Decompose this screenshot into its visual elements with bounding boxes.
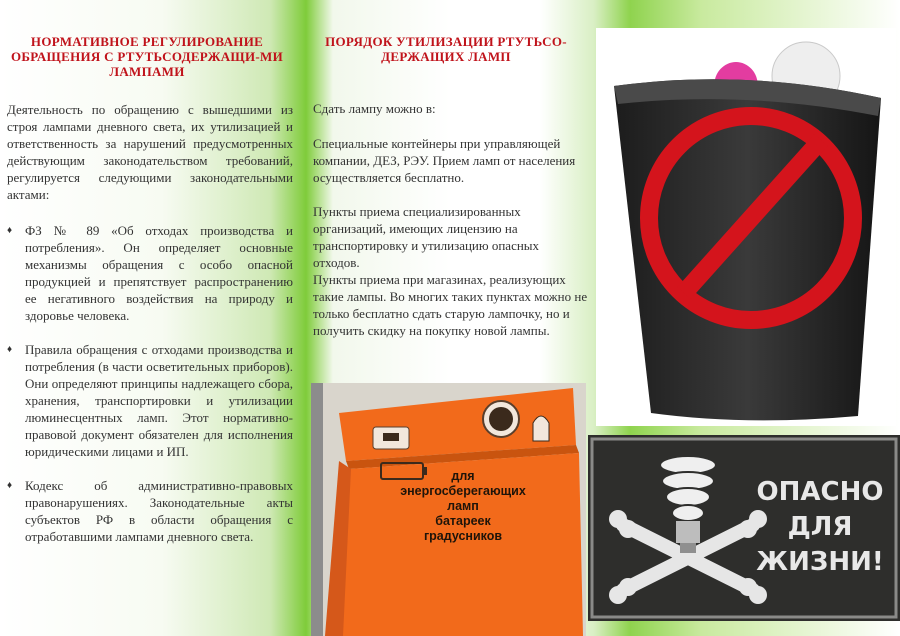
recycling-container-image (311, 383, 586, 636)
disposal-paragraph: Специальные контейнеры при управляющей компании, ДЕЗ, РЭУ. Прием ламп от населения осуществляется бесплатно. (313, 136, 576, 185)
container-label: для энергосберегающих ламп батареек градусников (400, 469, 526, 543)
list-item: ♦ ФЗ № 89 «Об отходах производства и потребления». Он определяет основные механизмы обращения с особо опасной продукцией и препятствует распространению ее негативного воздействия на природу и здоровье человека. (7, 222, 293, 324)
list-item: ♦ Кодекс об административно-правовых правонарушениях. Законодательные акты субъектов РФ в области обращения с отработавшими лампами дневного света. (7, 477, 293, 545)
trash-bin-prohibited-image (596, 28, 896, 426)
list-item: ♦ Правила обращения с отходами производства и потребления (в части осветительных приборов). Они определяют принципы надлежащего сбора, хранения, транспортировки и утилизации люминесцентных ламп. Этот нормативно-правовой документ обязателен для исполнения юридическими лицами и ИП. (7, 341, 293, 460)
danger-sign-image (588, 435, 900, 621)
disposal-paragraph: Пункты приема при магазинах, реализующих такие лампы. Во многих таких пунктах можно не только бесплатно сдать старую лампочку, но и получить скидку на покупку новой лампы. (313, 272, 588, 338)
disposal-paragraph: Сдать лампу можно в: (313, 101, 436, 116)
danger-sign-text: ОПАСНО ДЛЯ ЖИЗНИ! (756, 477, 884, 577)
regulation-heading: НОРМАТИВНОЕ РЕГУЛИРОВАНИЕ ОБРАЩЕНИЯ С РТУТЬСОДЕРЖАЩИ-МИ ЛАМПАМИ (10, 34, 284, 79)
regulation-intro: Деятельность по обращению с вышедшими из строя лампами дневного света, их утилизацией и ответственность за нарушений предусмотренных действующим законодательством требований, регулируется следующими законодательными актами: (7, 102, 293, 202)
regulation-list (7, 222, 293, 562)
disposal-paragraph: Пункты приема специализированных организаций, имеющих лицензию на транспортировку и утилизацию опасных отходов. (313, 204, 540, 270)
disposal-heading: ПОРЯДОК УТИЛИЗАЦИИ РТУТЬСО-ДЕРЖАЩИХ ЛАМП (325, 34, 567, 64)
